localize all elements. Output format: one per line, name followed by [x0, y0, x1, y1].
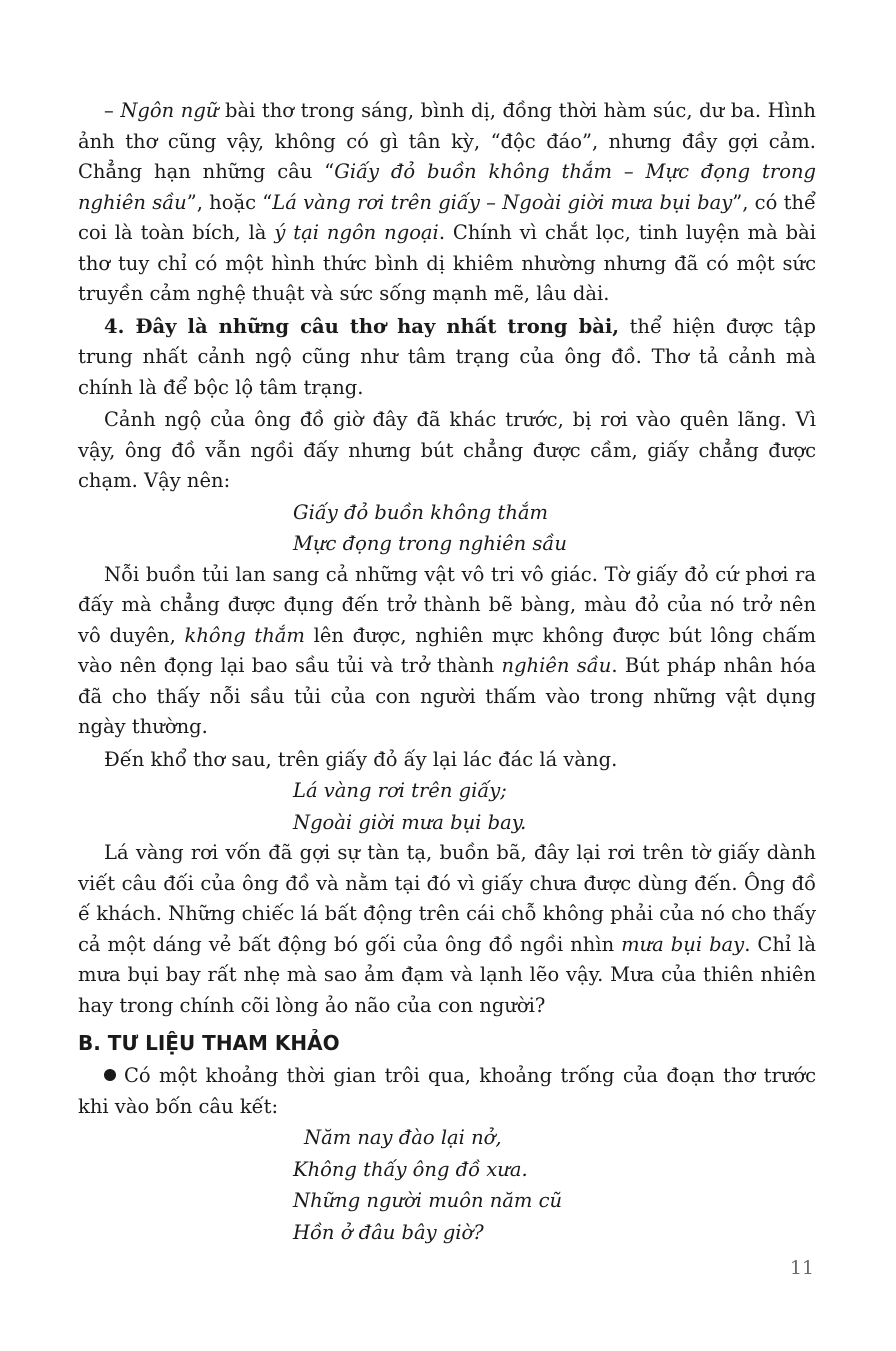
page-number: 11 — [789, 1257, 814, 1279]
page-content — [78, 96, 816, 1248]
italic-term: nghiên sầu — [501, 654, 612, 677]
paragraph-situation: Cảnh ngộ của ông đồ giờ đây đã khác trước, bị rơi vào quên lãng. Vì vậy, ông đồ vẫn ngồi đấy nhưng bút chẳng được cầm, giấy chẳng được chạm. Vậy nên: — [78, 408, 816, 492]
verse-line: Hồn ở đâu bây giờ? — [293, 1220, 484, 1244]
italic-term: không thắm — [184, 623, 305, 647]
quoted-verse: Lá vàng rơi trên giấy – Ngoài giời mưa bụi bay — [272, 190, 733, 214]
verse-line: Những người muôn năm cũ — [293, 1189, 563, 1212]
verse-line: Năm nay đào lại nở, — [304, 1126, 502, 1149]
verse-line: Không thấy ông đồ xưa. — [293, 1157, 528, 1181]
paragraph-yellow-leaves: Lá vàng rơi vốn đã gợi sự tàn tạ, buồn bã, đây lại rơi trên tờ giấy dành viết câu đối của ông đồ và nằm tại đó vì giấy chưa được dùng đến. Ông đồ ế khách. Những chiếc lá bất động trên cái chỗ không phải của nó cho thấy cả một dáng vẻ bất động bó gối của ông đồ ngồi nhìn mưa bụi bay. Chỉ là mưa bụi bay rất nhẹ mà sao ảm đạm và lạnh lẽo vậy. Mưa của thiên nhiên hay trong chính cõi lòng ảo não của con người? — [78, 841, 816, 1017]
bullet-icon — [104, 1069, 116, 1081]
quoted-verse: Giấy đỏ buồn không thắm – Mực đọng trong nghiên sầu — [78, 160, 816, 214]
section-heading: B. TƯ LIỆU THAM KHẢO — [78, 1031, 340, 1055]
verse-line: Ngoài giời mưa bụi bay. — [293, 810, 527, 834]
paragraph-language: – Ngôn ngữ bài thơ trong sáng, bình dị, đồng thời hàm súc, dư ba. Hình ảnh thơ cũng vậy, không có gì tân kỳ, “độc đáo”, nhưng đầy gợi cảm. Chẳng hạn những câu “Giấy đỏ buồn không thắm – Mực đọng trong nghiên sầu”, hoặc “Lá vàng rơi trên giấy – Ngoài giời mưa bụi bay”, có thể coi là toàn bích, là ý tại ngôn ngoại. Chính vì chắt lọc, tinh luyện mà bài thơ tuy chỉ có một hình thức bình dị khiêm nhường nhưng đã có một sức truyền cảm nghệ thuật và sức sống mạnh mẽ, lâu dài. — [78, 99, 817, 305]
paragraph-next-stanza: Đến khổ thơ sau, trên giấy đỏ ấy lại lác đác lá vàng. — [104, 747, 618, 771]
italic-term: mưa bụi bay — [621, 932, 745, 956]
paragraph-section-4: 4. Đây là những câu thơ hay nhất trong bài, thể hiện được tập trung nhất cảnh ngộ cũng như tâm trạng của ông đồ. Thơ tả cảnh mà chính là để bộc lộ tâm trạng. — [78, 314, 816, 399]
verse-line: Giấy đỏ buồn không thắm — [293, 500, 548, 524]
paragraph-sorrow: Nỗi buồn tủi lan sang cả những vật vô tri vô giác. Tờ giấy đỏ cứ phơi ra đấy mà chẳng được đụng đến trở thành bẽ bàng, màu đỏ của nó trở nên vô duyên, không thắm lên được, nghiên mực không được bút lông chấm vào nên đọng lại bao sầu tủi và trở thành nghiên sầu. Bút pháp nhân hóa đã cho thấy nỗi sầu tủi của con người thấm vào trong những vật dụng ngày thường. — [78, 562, 816, 738]
verse-block-1 — [293, 497, 816, 560]
italic-term: Ngôn ngữ — [120, 99, 219, 122]
verse-line: Mực đọng trong nghiên sầu — [293, 532, 567, 555]
paragraph-reference: Có một khoảng thời gian trôi qua, khoảng trống của đoạn thơ trước khi vào bốn câu kết: — [78, 1064, 816, 1118]
verse-block-3 — [293, 1122, 816, 1248]
italic-term: ý tại ngôn ngoại — [274, 221, 439, 244]
verse-block-2 — [293, 775, 816, 838]
section-4-lead: 4. Đây là những câu thơ hay nhất trong bài, — [104, 314, 620, 338]
verse-line: Lá vàng rơi trên giấy; — [293, 779, 507, 802]
